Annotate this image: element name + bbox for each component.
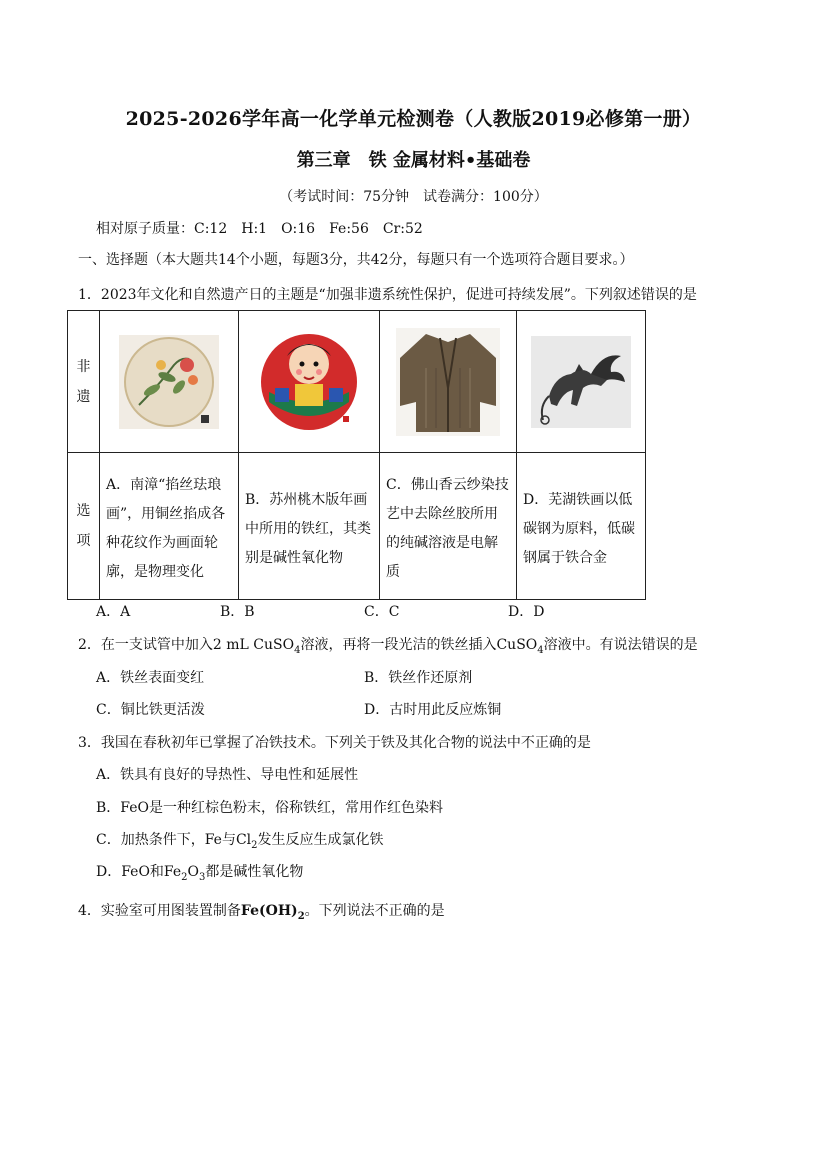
image-cell-a xyxy=(100,311,239,453)
section-heading: 一、选择题（本大题共14个小题，每题3分，共42分，每题只有一个选项符合题目要求。） xyxy=(78,252,634,268)
q2-option-c[interactable]: C．铜比铁更活泼 xyxy=(96,702,205,718)
q1-stem: 1．2023年文化和自然遗产日的主题是“加强非遗系统性保护，促进可持续发展”。下列叙述错误的是 xyxy=(78,287,697,303)
q4-stem-part: 。下列说法不正确的是 xyxy=(304,903,445,919)
subscript: 2 xyxy=(297,910,305,922)
atomic-masses: 相对原子质量：C:12 H:1 O:16 Fe:56 Cr:52 xyxy=(96,221,423,237)
row-head-heritage xyxy=(68,311,100,453)
q3-option-c[interactable] xyxy=(96,829,384,851)
subscript: 2 xyxy=(251,839,258,851)
subscript: 2 xyxy=(181,871,188,883)
q2-option-b[interactable]: B．铁丝作还原剂 xyxy=(364,670,473,686)
q1-option-c[interactable]: C．C xyxy=(364,604,400,620)
row-head-options xyxy=(68,453,100,600)
row-head-char: 遗 xyxy=(76,388,91,405)
q3-option-b[interactable]: B．FeO是一种红棕色粉末，俗称铁红，常用作红色染料 xyxy=(96,800,443,816)
chapter-subtitle: 第三章 铁 金属材料•基础卷 xyxy=(296,150,531,171)
row-head-char: 非 xyxy=(76,358,91,375)
q3-option-a[interactable]: A．铁具有良好的导热性、导电性和延展性 xyxy=(96,767,359,783)
q3-option-c-part: 发生反应生成氯化铁 xyxy=(257,832,384,848)
exam-info: （考试时间：75分钟 试卷满分：100分） xyxy=(279,189,548,205)
option-d-text: D．芜湖铁画以低碳钢为原料，低碳钢属于铁合金 xyxy=(517,453,646,600)
q3-option-c-part: C．加热条件下，Fe与Cl xyxy=(96,832,252,848)
enamel-painting-image xyxy=(119,335,219,429)
subscript: 3 xyxy=(199,871,206,883)
q1-table xyxy=(67,310,646,600)
silk-garment-image xyxy=(396,328,500,436)
q3-option-d-part: D．FeO和Fe xyxy=(96,864,182,880)
q3-option-d[interactable] xyxy=(96,861,303,883)
image-cell-c xyxy=(380,311,517,453)
q2-stem-part: 溶液中。有说法错误的是 xyxy=(543,637,698,653)
woodblock-print-image xyxy=(255,332,363,432)
q3-option-d-part: O xyxy=(187,864,200,880)
q1-option-a[interactable]: A．A xyxy=(96,604,131,620)
q4-stem-part: 4．实验室可用图装置制备 xyxy=(78,903,241,919)
row-head-char: 选 xyxy=(76,503,91,519)
q4-stem xyxy=(78,900,445,922)
q1-option-d[interactable]: D．D xyxy=(508,604,545,620)
q2-option-a[interactable]: A．铁丝表面变红 xyxy=(96,670,205,686)
q3-stem: 3．我国在春秋初年已掌握了冶铁技术。下列关于铁及其化合物的说法中不正确的是 xyxy=(78,735,591,751)
option-a-text: A．南漳“掐丝珐琅画”，用铜丝掐成各种花纹作为画面轮廓，是物理变化 xyxy=(100,453,239,600)
q2-option-d[interactable]: D．古时用此反应炼铜 xyxy=(364,702,502,718)
row-head-char: 项 xyxy=(76,533,91,549)
q1-option-b[interactable]: B．B xyxy=(220,604,255,620)
subscript: 4 xyxy=(537,644,544,656)
q2-stem xyxy=(78,634,698,656)
q2-stem-part: 溶液，再将一段光洁的铁丝插入CuSO xyxy=(300,637,538,653)
option-b-text: B．苏州桃木版年画中所用的铁红，其类别是碱性氧化物 xyxy=(239,453,380,600)
q2-stem-part: 2．在一支试管中加入2 mL CuSO xyxy=(78,637,295,653)
fe-oh2-formula: Fe(OH) xyxy=(240,903,298,919)
option-c-text: C．佛山香云纱染技艺中去除丝胶所用的纯碱溶液是电解质 xyxy=(380,453,517,600)
image-cell-b xyxy=(239,311,380,453)
subscript: 4 xyxy=(294,644,301,656)
q3-option-d-part: 都是碱性氧化物 xyxy=(205,864,304,880)
image-cell-d xyxy=(517,311,646,453)
exam-title: 2025-2026学年高一化学单元检测卷（人教版2019必修第一册） xyxy=(125,108,702,130)
iron-painting-image xyxy=(531,336,631,428)
